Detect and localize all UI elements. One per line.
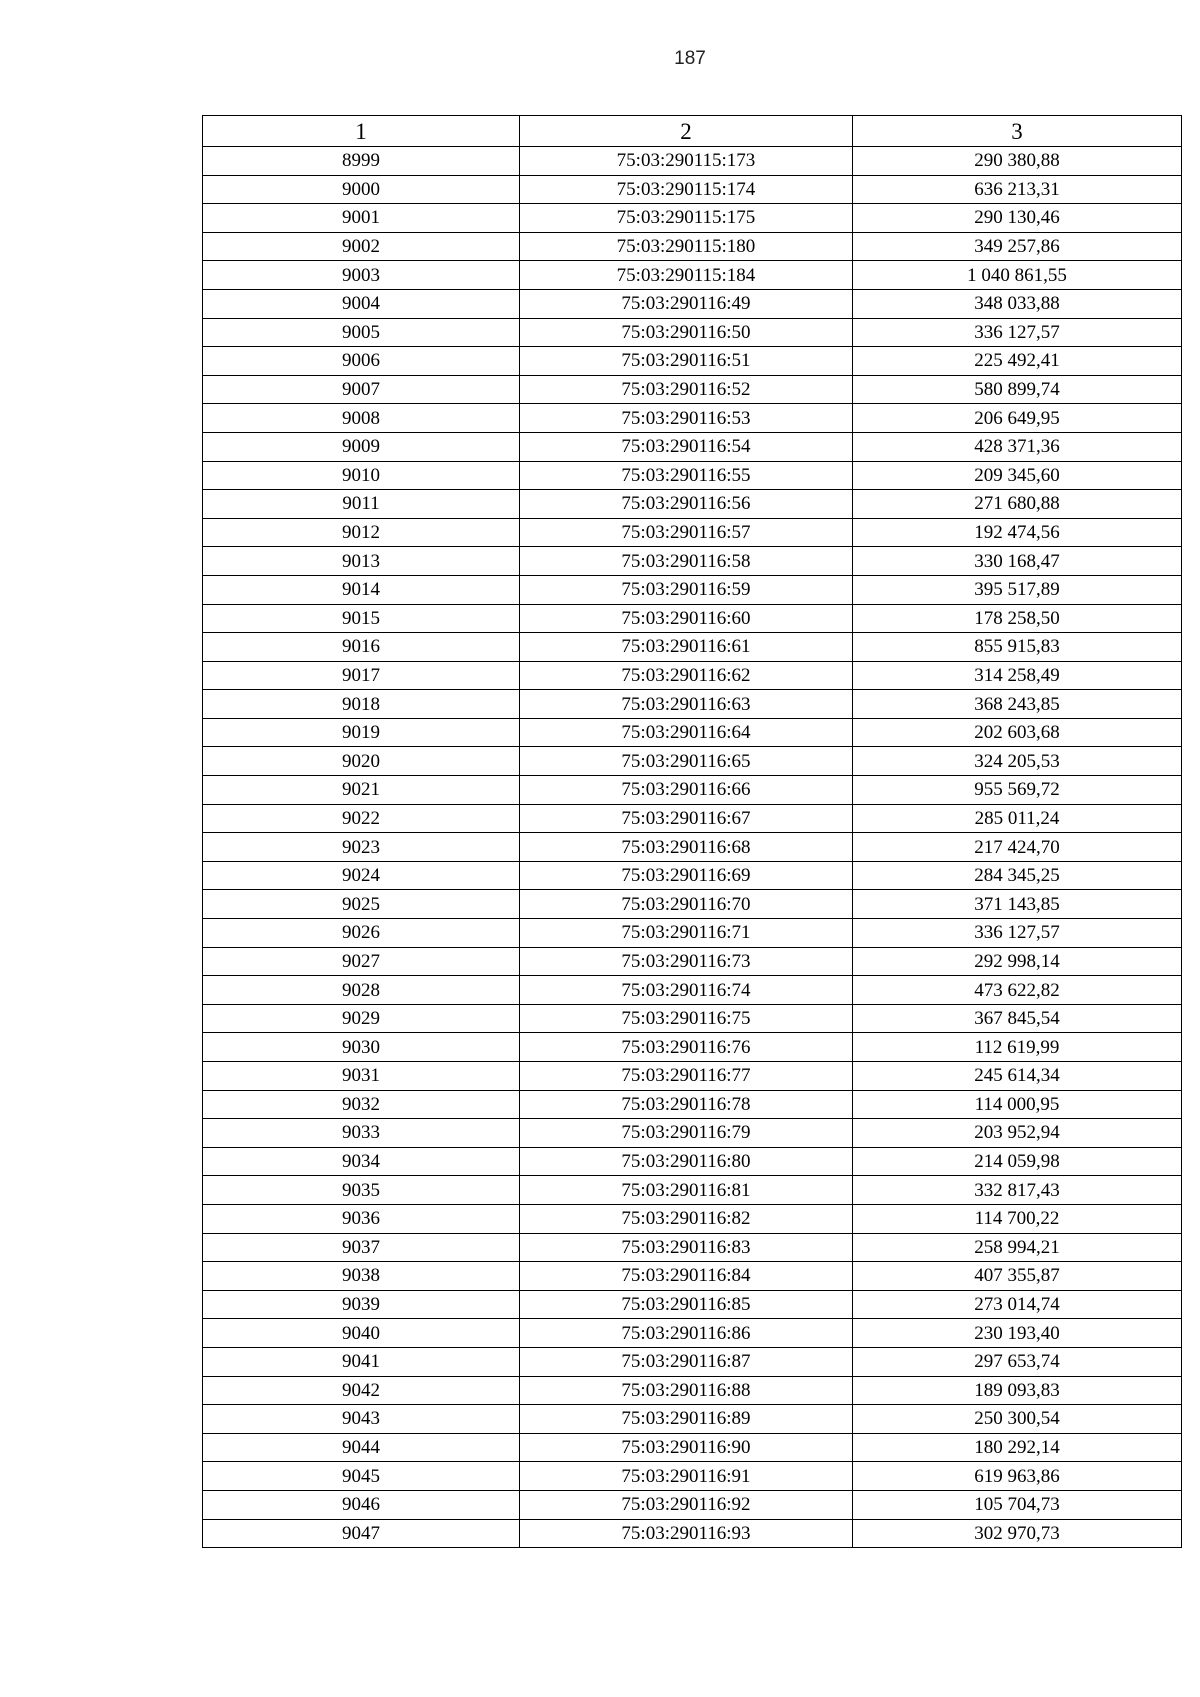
table-row xyxy=(203,261,1182,290)
cadastral-number-cell: 75:03:290116:69 xyxy=(520,861,853,890)
cadastral-number-cell: 75:03:290116:74 xyxy=(520,976,853,1005)
value-cell: 273 014,74 xyxy=(853,1290,1182,1319)
column-header-2: 2 xyxy=(520,116,853,147)
page-number: 187 xyxy=(674,48,706,69)
cadastral-number-cell: 75:03:290116:49 xyxy=(520,289,853,318)
row-number-cell: 9011 xyxy=(203,490,520,519)
value-cell: 206 649,95 xyxy=(853,404,1182,433)
cadastral-number-cell: 75:03:290116:88 xyxy=(520,1376,853,1405)
row-number-cell: 9027 xyxy=(203,947,520,976)
row-number-cell: 9037 xyxy=(203,1233,520,1262)
value-cell: 105 704,73 xyxy=(853,1490,1182,1519)
value-cell: 407 355,87 xyxy=(853,1262,1182,1291)
table-row xyxy=(203,690,1182,719)
cadastral-number-cell: 75:03:290116:92 xyxy=(520,1490,853,1519)
table-row xyxy=(203,1347,1182,1376)
value-cell: 245 614,34 xyxy=(853,1062,1182,1091)
table-row xyxy=(203,490,1182,519)
cadastral-number-cell: 75:03:290116:81 xyxy=(520,1176,853,1205)
table-row xyxy=(203,232,1182,261)
table-row xyxy=(203,1405,1182,1434)
cadastral-number-cell: 75:03:290116:50 xyxy=(520,318,853,347)
row-number-cell: 9034 xyxy=(203,1147,520,1176)
value-cell: 368 243,85 xyxy=(853,690,1182,719)
value-cell: 428 371,36 xyxy=(853,432,1182,461)
table-row xyxy=(203,890,1182,919)
row-number-cell: 9030 xyxy=(203,1033,520,1062)
row-number-cell: 9047 xyxy=(203,1519,520,1548)
table-row xyxy=(203,861,1182,890)
cadastral-number-cell: 75:03:290116:85 xyxy=(520,1290,853,1319)
cadastral-number-cell: 75:03:290116:77 xyxy=(520,1062,853,1091)
value-cell: 209 345,60 xyxy=(853,461,1182,490)
cadastral-number-cell: 75:03:290115:175 xyxy=(520,204,853,233)
table-row xyxy=(203,718,1182,747)
cadastral-number-cell: 75:03:290116:53 xyxy=(520,404,853,433)
row-number-cell: 9000 xyxy=(203,175,520,204)
value-cell: 1 040 861,55 xyxy=(853,261,1182,290)
row-number-cell: 9031 xyxy=(203,1062,520,1091)
table-row xyxy=(203,1033,1182,1062)
value-cell: 395 517,89 xyxy=(853,575,1182,604)
table-row xyxy=(203,604,1182,633)
row-number-cell: 9003 xyxy=(203,261,520,290)
cadastral-number-cell: 75:03:290116:79 xyxy=(520,1119,853,1148)
table-row xyxy=(203,147,1182,176)
row-number-cell: 9032 xyxy=(203,1090,520,1119)
row-number-cell: 9039 xyxy=(203,1290,520,1319)
cadastral-number-cell: 75:03:290116:56 xyxy=(520,490,853,519)
value-cell: 271 680,88 xyxy=(853,490,1182,519)
value-cell: 189 093,83 xyxy=(853,1376,1182,1405)
value-cell: 230 193,40 xyxy=(853,1319,1182,1348)
row-number-cell: 9008 xyxy=(203,404,520,433)
value-cell: 178 258,50 xyxy=(853,604,1182,633)
cadastral-number-cell: 75:03:290116:70 xyxy=(520,890,853,919)
table-row xyxy=(203,1004,1182,1033)
table-row xyxy=(203,1147,1182,1176)
table-row xyxy=(203,1462,1182,1491)
row-number-cell: 9035 xyxy=(203,1176,520,1205)
table-row xyxy=(203,1319,1182,1348)
table-row xyxy=(203,1062,1182,1091)
cadastral-number-cell: 75:03:290115:174 xyxy=(520,175,853,204)
value-cell: 367 845,54 xyxy=(853,1004,1182,1033)
row-number-cell: 9015 xyxy=(203,604,520,633)
cadastral-number-cell: 75:03:290116:65 xyxy=(520,747,853,776)
cadastral-number-cell: 75:03:290116:68 xyxy=(520,833,853,862)
table-row xyxy=(203,1290,1182,1319)
row-number-cell: 9016 xyxy=(203,633,520,662)
value-cell: 203 952,94 xyxy=(853,1119,1182,1148)
cadastral-number-cell: 75:03:290116:89 xyxy=(520,1405,853,1434)
cadastral-number-cell: 75:03:290116:84 xyxy=(520,1262,853,1291)
cadastral-number-cell: 75:03:290116:51 xyxy=(520,347,853,376)
row-number-cell: 9002 xyxy=(203,232,520,261)
table-row xyxy=(203,1176,1182,1205)
cadastral-number-cell: 75:03:290116:71 xyxy=(520,919,853,948)
value-cell: 225 492,41 xyxy=(853,347,1182,376)
table-row xyxy=(203,347,1182,376)
value-cell: 348 033,88 xyxy=(853,289,1182,318)
table-row xyxy=(203,547,1182,576)
cadastral-number-cell: 75:03:290116:76 xyxy=(520,1033,853,1062)
cadastral-number-cell: 75:03:290115:173 xyxy=(520,147,853,176)
table-row xyxy=(203,804,1182,833)
value-cell: 290 380,88 xyxy=(853,147,1182,176)
table-row xyxy=(203,1433,1182,1462)
value-cell: 955 569,72 xyxy=(853,776,1182,805)
value-cell: 192 474,56 xyxy=(853,518,1182,547)
table-row xyxy=(203,204,1182,233)
value-cell: 324 205,53 xyxy=(853,747,1182,776)
table-row xyxy=(203,1490,1182,1519)
cadastral-number-cell: 75:03:290116:60 xyxy=(520,604,853,633)
row-number-cell: 9045 xyxy=(203,1462,520,1491)
value-cell: 371 143,85 xyxy=(853,890,1182,919)
cadastral-number-cell: 75:03:290116:90 xyxy=(520,1433,853,1462)
cadastral-number-cell: 75:03:290116:83 xyxy=(520,1233,853,1262)
row-number-cell: 9021 xyxy=(203,776,520,805)
table-row xyxy=(203,1233,1182,1262)
value-cell: 258 994,21 xyxy=(853,1233,1182,1262)
table-row xyxy=(203,976,1182,1005)
table-row xyxy=(203,919,1182,948)
value-cell: 285 011,24 xyxy=(853,804,1182,833)
row-number-cell: 9033 xyxy=(203,1119,520,1148)
row-number-cell: 9019 xyxy=(203,718,520,747)
table-row xyxy=(203,1519,1182,1548)
row-number-cell: 9038 xyxy=(203,1262,520,1291)
cadastral-number-cell: 75:03:290116:57 xyxy=(520,518,853,547)
row-number-cell: 9046 xyxy=(203,1490,520,1519)
table-row xyxy=(203,375,1182,404)
row-number-cell: 9029 xyxy=(203,1004,520,1033)
cadastral-number-cell: 75:03:290116:63 xyxy=(520,690,853,719)
value-cell: 217 424,70 xyxy=(853,833,1182,862)
row-number-cell: 9041 xyxy=(203,1347,520,1376)
row-number-cell: 9017 xyxy=(203,661,520,690)
table-row xyxy=(203,833,1182,862)
cadastral-number-cell: 75:03:290116:86 xyxy=(520,1319,853,1348)
value-cell: 114 700,22 xyxy=(853,1204,1182,1233)
cadastral-number-cell: 75:03:290116:75 xyxy=(520,1004,853,1033)
table-row xyxy=(203,432,1182,461)
value-cell: 336 127,57 xyxy=(853,919,1182,948)
row-number-cell: 9010 xyxy=(203,461,520,490)
value-cell: 473 622,82 xyxy=(853,976,1182,1005)
value-cell: 202 603,68 xyxy=(853,718,1182,747)
row-number-cell: 9036 xyxy=(203,1204,520,1233)
row-number-cell: 9018 xyxy=(203,690,520,719)
value-cell: 292 998,14 xyxy=(853,947,1182,976)
cadastral-number-cell: 75:03:290116:55 xyxy=(520,461,853,490)
value-cell: 349 257,86 xyxy=(853,232,1182,261)
cadastral-number-cell: 75:03:290116:91 xyxy=(520,1462,853,1491)
row-number-cell: 9023 xyxy=(203,833,520,862)
value-cell: 580 899,74 xyxy=(853,375,1182,404)
row-number-cell: 9026 xyxy=(203,919,520,948)
cadastral-number-cell: 75:03:290116:66 xyxy=(520,776,853,805)
row-number-cell: 9024 xyxy=(203,861,520,890)
table-row xyxy=(203,633,1182,662)
cadastral-number-cell: 75:03:290116:67 xyxy=(520,804,853,833)
table-header-row xyxy=(203,116,1182,147)
table-row xyxy=(203,318,1182,347)
row-number-cell: 8999 xyxy=(203,147,520,176)
value-cell: 330 168,47 xyxy=(853,547,1182,576)
row-number-cell: 9009 xyxy=(203,432,520,461)
table-row xyxy=(203,947,1182,976)
value-cell: 332 817,43 xyxy=(853,1176,1182,1205)
table-row xyxy=(203,1204,1182,1233)
row-number-cell: 9028 xyxy=(203,976,520,1005)
row-number-cell: 9004 xyxy=(203,289,520,318)
cadastral-number-cell: 75:03:290116:87 xyxy=(520,1347,853,1376)
row-number-cell: 9044 xyxy=(203,1433,520,1462)
row-number-cell: 9014 xyxy=(203,575,520,604)
value-cell: 336 127,57 xyxy=(853,318,1182,347)
value-cell: 314 258,49 xyxy=(853,661,1182,690)
value-cell: 214 059,98 xyxy=(853,1147,1182,1176)
row-number-cell: 9043 xyxy=(203,1405,520,1434)
value-cell: 636 213,31 xyxy=(853,175,1182,204)
value-cell: 302 970,73 xyxy=(853,1519,1182,1548)
value-cell: 284 345,25 xyxy=(853,861,1182,890)
table-row xyxy=(203,404,1182,433)
cadastral-number-cell: 75:03:290116:80 xyxy=(520,1147,853,1176)
cadastral-number-cell: 75:03:290116:64 xyxy=(520,718,853,747)
value-cell: 250 300,54 xyxy=(853,1405,1182,1434)
column-header-3: 3 xyxy=(853,116,1182,147)
row-number-cell: 9040 xyxy=(203,1319,520,1348)
row-number-cell: 9013 xyxy=(203,547,520,576)
table-row xyxy=(203,518,1182,547)
table-row xyxy=(203,661,1182,690)
value-cell: 180 292,14 xyxy=(853,1433,1182,1462)
row-number-cell: 9006 xyxy=(203,347,520,376)
cadastral-number-cell: 75:03:290116:62 xyxy=(520,661,853,690)
row-number-cell: 9022 xyxy=(203,804,520,833)
table-row xyxy=(203,461,1182,490)
cadastral-number-cell: 75:03:290116:73 xyxy=(520,947,853,976)
value-cell: 855 915,83 xyxy=(853,633,1182,662)
value-cell: 297 653,74 xyxy=(853,1347,1182,1376)
row-number-cell: 9007 xyxy=(203,375,520,404)
data-table xyxy=(202,115,1182,1548)
table-row xyxy=(203,747,1182,776)
row-number-cell: 9012 xyxy=(203,518,520,547)
value-cell: 114 000,95 xyxy=(853,1090,1182,1119)
cadastral-number-cell: 75:03:290116:54 xyxy=(520,432,853,461)
row-number-cell: 9005 xyxy=(203,318,520,347)
column-header-1: 1 xyxy=(203,116,520,147)
cadastral-number-cell: 75:03:290115:180 xyxy=(520,232,853,261)
cadastral-number-cell: 75:03:290116:59 xyxy=(520,575,853,604)
table-row xyxy=(203,1119,1182,1148)
cadastral-number-cell: 75:03:290116:58 xyxy=(520,547,853,576)
row-number-cell: 9001 xyxy=(203,204,520,233)
table-row xyxy=(203,776,1182,805)
value-cell: 112 619,99 xyxy=(853,1033,1182,1062)
table-body xyxy=(203,147,1182,1548)
row-number-cell: 9025 xyxy=(203,890,520,919)
cadastral-number-cell: 75:03:290116:52 xyxy=(520,375,853,404)
cadastral-number-cell: 75:03:290116:82 xyxy=(520,1204,853,1233)
row-number-cell: 9020 xyxy=(203,747,520,776)
table-row xyxy=(203,1376,1182,1405)
table-row xyxy=(203,575,1182,604)
table-row xyxy=(203,289,1182,318)
table-row xyxy=(203,1262,1182,1291)
table-row xyxy=(203,1090,1182,1119)
cadastral-number-cell: 75:03:290116:61 xyxy=(520,633,853,662)
table-row xyxy=(203,175,1182,204)
row-number-cell: 9042 xyxy=(203,1376,520,1405)
value-cell: 290 130,46 xyxy=(853,204,1182,233)
cadastral-number-cell: 75:03:290116:78 xyxy=(520,1090,853,1119)
cadastral-number-cell: 75:03:290116:93 xyxy=(520,1519,853,1548)
cadastral-number-cell: 75:03:290115:184 xyxy=(520,261,853,290)
value-cell: 619 963,86 xyxy=(853,1462,1182,1491)
